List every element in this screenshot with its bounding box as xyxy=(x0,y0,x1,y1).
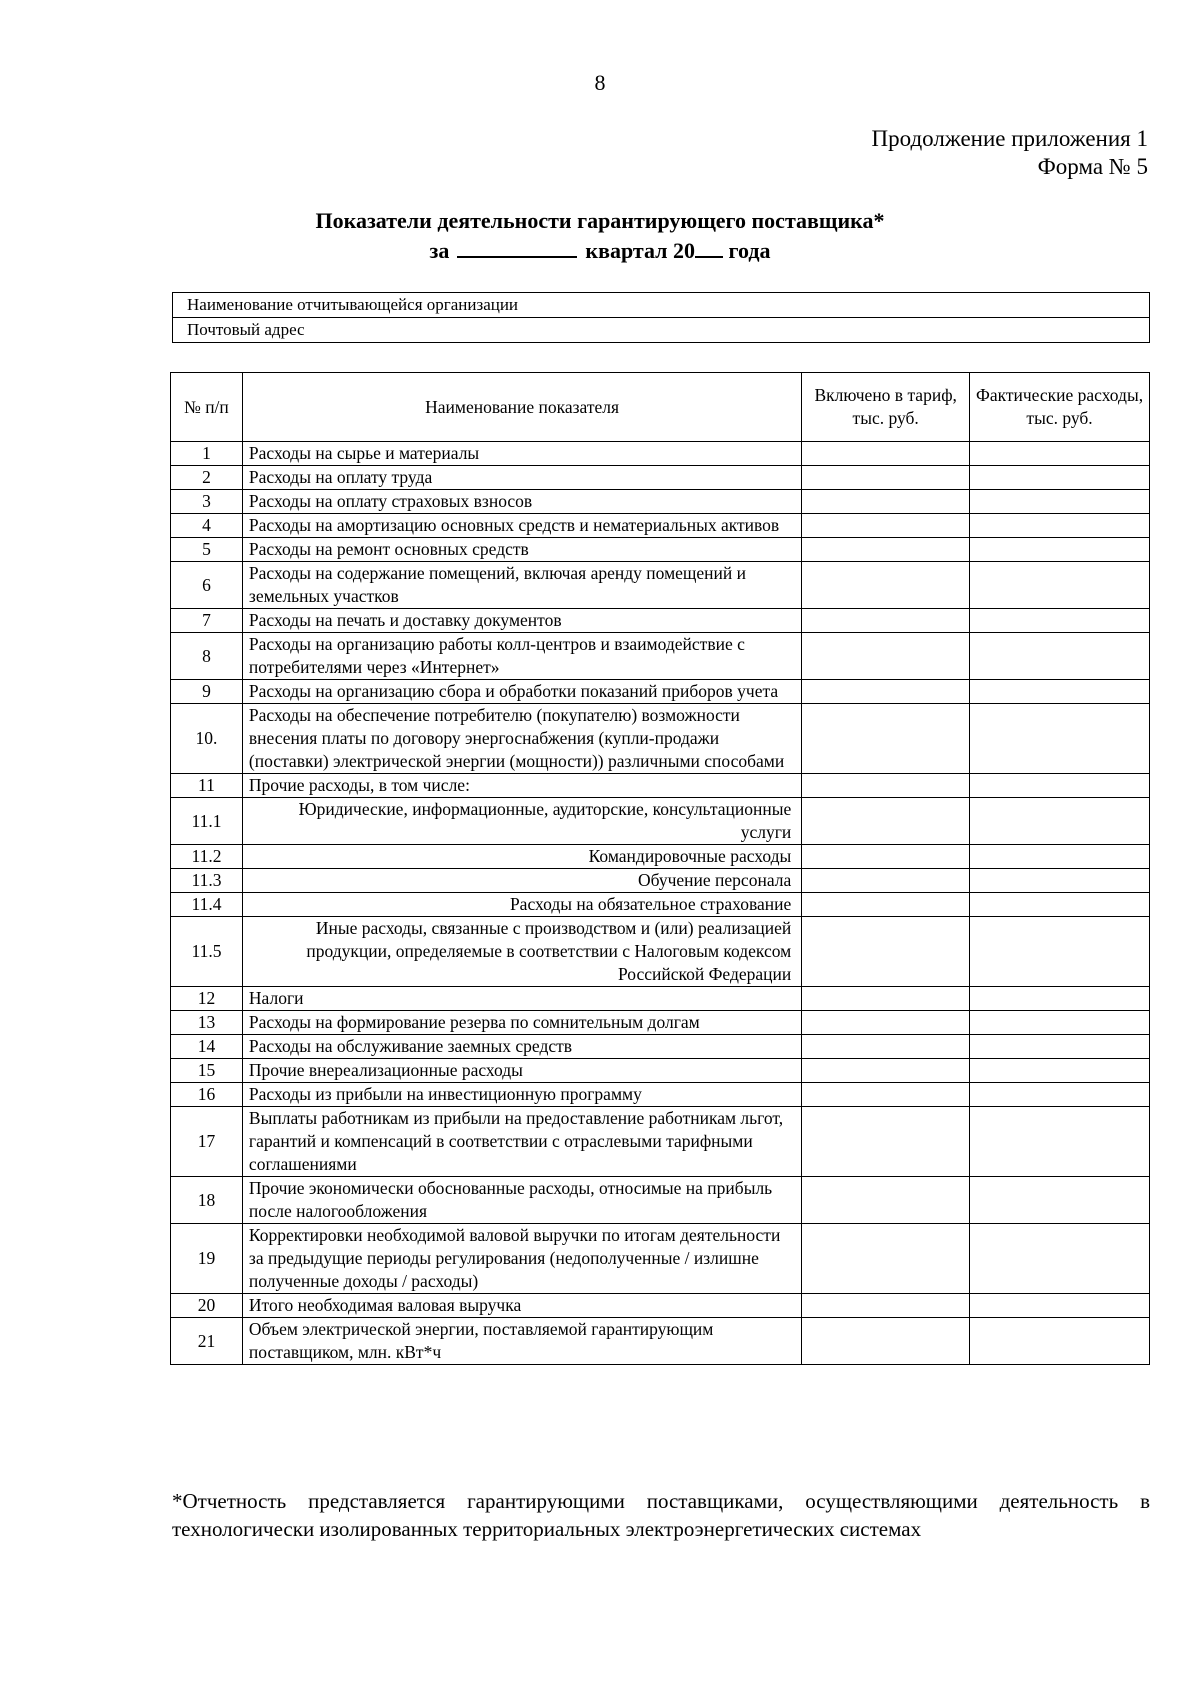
table-row xyxy=(171,514,1150,538)
actual-value-cell[interactable] xyxy=(970,917,1150,987)
row-number: 18 xyxy=(171,1177,243,1224)
attachment-reference xyxy=(872,125,1148,181)
title-middle: квартал 20 xyxy=(585,238,696,263)
actual-value-cell[interactable] xyxy=(970,1318,1150,1365)
table-header-row xyxy=(171,373,1150,442)
title-suffix: года xyxy=(728,238,771,263)
indicator-name: Прочие внереализационные расходы xyxy=(242,1059,801,1083)
actual-value-cell[interactable] xyxy=(970,704,1150,774)
header-included: Включено в тариф, тыс. руб. xyxy=(802,373,970,442)
row-number: 1 xyxy=(171,442,243,466)
included-value-cell[interactable] xyxy=(802,1224,970,1294)
indicator-name: Прочие расходы, в том числе: xyxy=(242,774,801,798)
indicator-name: Расходы на формирование резерва по сомнительным долгам xyxy=(242,1011,801,1035)
table-row xyxy=(171,633,1150,680)
included-value-cell[interactable] xyxy=(802,514,970,538)
indicator-name: Командировочные расходы xyxy=(242,845,801,869)
included-value-cell[interactable] xyxy=(802,1294,970,1318)
table-row xyxy=(171,490,1150,514)
org-name-label: Наименование отчитывающейся организации xyxy=(173,293,1150,318)
table-row xyxy=(171,893,1150,917)
actual-value-cell[interactable] xyxy=(970,1011,1150,1035)
indicator-name: Объем электрической энергии, поставляемой гарантирующим поставщиком, млн. кВт*ч xyxy=(242,1318,801,1365)
actual-value-cell[interactable] xyxy=(970,538,1150,562)
actual-value-cell[interactable] xyxy=(970,798,1150,845)
row-number: 13 xyxy=(171,1011,243,1035)
table-row xyxy=(171,680,1150,704)
table-row xyxy=(171,442,1150,466)
included-value-cell[interactable] xyxy=(802,1059,970,1083)
document-title xyxy=(0,206,1200,266)
indicator-name: Расходы на обеспечение потребителю (покупателю) возможности внесения платы по договору энергоснабжения (купли-продажи (поставки) электрической энергии (мощности)) различными способами xyxy=(242,704,801,774)
actual-value-cell[interactable] xyxy=(970,987,1150,1011)
row-number: 11.4 xyxy=(171,893,243,917)
table-row xyxy=(171,774,1150,798)
actual-value-cell[interactable] xyxy=(970,1083,1150,1107)
included-value-cell[interactable] xyxy=(802,466,970,490)
indicator-name: Итого необходимая валовая выручка xyxy=(242,1294,801,1318)
actual-value-cell[interactable] xyxy=(970,893,1150,917)
row-number: 3 xyxy=(171,490,243,514)
included-value-cell[interactable] xyxy=(802,917,970,987)
year-blank xyxy=(695,238,723,258)
indicator-name: Расходы на обязательное страхование xyxy=(242,893,801,917)
included-value-cell[interactable] xyxy=(802,704,970,774)
included-value-cell[interactable] xyxy=(802,442,970,466)
indicator-name: Расходы на обслуживание заемных средств xyxy=(242,1035,801,1059)
indicator-name: Иные расходы, связанные с производством и (или) реализацией продукции, определяемые в соответствии с Налоговым кодексом Российской Федерации xyxy=(242,917,801,987)
table-row xyxy=(171,1318,1150,1365)
included-value-cell[interactable] xyxy=(802,562,970,609)
row-number: 15 xyxy=(171,1059,243,1083)
actual-value-cell[interactable] xyxy=(970,466,1150,490)
table-row xyxy=(171,845,1150,869)
row-number: 9 xyxy=(171,680,243,704)
table-row xyxy=(171,1059,1150,1083)
included-value-cell[interactable] xyxy=(802,680,970,704)
indicator-name: Расходы на оплату труда xyxy=(242,466,801,490)
actual-value-cell[interactable] xyxy=(970,442,1150,466)
actual-value-cell[interactable] xyxy=(970,1177,1150,1224)
title-line-2 xyxy=(0,236,1200,266)
actual-value-cell[interactable] xyxy=(970,633,1150,680)
indicator-name: Расходы на организацию работы колл-центров и взаимодействие с потребителями через «Интернет» xyxy=(242,633,801,680)
org-row xyxy=(173,318,1150,343)
row-number: 4 xyxy=(171,514,243,538)
row-number: 20 xyxy=(171,1294,243,1318)
actual-value-cell[interactable] xyxy=(970,1107,1150,1177)
header-name: Наименование показателя xyxy=(242,373,801,442)
org-row xyxy=(173,293,1150,318)
indicator-name: Налоги xyxy=(242,987,801,1011)
indicator-name: Расходы на амортизацию основных средств и нематериальных активов xyxy=(242,514,801,538)
footnote: *Отчетность представляется гарантирующими поставщиками, осуществляющими деятельность в технологически изолированных территориальных электроэнергетических системах xyxy=(172,1489,1150,1541)
actual-value-cell[interactable] xyxy=(970,1035,1150,1059)
indicator-name: Расходы на печать и доставку документов xyxy=(242,609,801,633)
included-value-cell[interactable] xyxy=(802,490,970,514)
row-number: 12 xyxy=(171,987,243,1011)
title-line-1: Показатели деятельности гарантирующего поставщика* xyxy=(315,208,885,233)
indicator-name: Прочие экономически обоснованные расходы, относимые на прибыль после налогообложения xyxy=(242,1177,801,1224)
table-row xyxy=(171,704,1150,774)
row-number: 5 xyxy=(171,538,243,562)
indicator-name: Расходы на организацию сбора и обработки показаний приборов учета xyxy=(242,680,801,704)
actual-value-cell[interactable] xyxy=(970,680,1150,704)
indicator-name: Расходы на ремонт основных средств xyxy=(242,538,801,562)
indicator-name: Корректировки необходимой валовой выручки по итогам деятельности за предыдущие периоды регулирования (недополученные / излишне полученные доходы / расходы) xyxy=(242,1224,801,1294)
row-number: 10. xyxy=(171,704,243,774)
included-value-cell[interactable] xyxy=(802,538,970,562)
indicator-name: Обучение персонала xyxy=(242,869,801,893)
row-number: 6 xyxy=(171,562,243,609)
row-number: 8 xyxy=(171,633,243,680)
actual-value-cell[interactable] xyxy=(970,1224,1150,1294)
actual-value-cell[interactable] xyxy=(970,1059,1150,1083)
actual-value-cell[interactable] xyxy=(970,869,1150,893)
row-number: 2 xyxy=(171,466,243,490)
row-number: 11.2 xyxy=(171,845,243,869)
indicator-name: Юридические, информационные, аудиторские, консультационные услуги xyxy=(242,798,801,845)
table-row xyxy=(171,538,1150,562)
included-value-cell[interactable] xyxy=(802,609,970,633)
title-prefix: за xyxy=(429,238,450,263)
included-value-cell[interactable] xyxy=(802,1318,970,1365)
attachment-line: Продолжение приложения 1 xyxy=(871,126,1148,151)
row-number: 7 xyxy=(171,609,243,633)
actual-value-cell[interactable] xyxy=(970,490,1150,514)
row-number: 16 xyxy=(171,1083,243,1107)
row-number: 11.1 xyxy=(171,798,243,845)
actual-value-cell[interactable] xyxy=(970,609,1150,633)
table-row xyxy=(171,1035,1150,1059)
table-row xyxy=(171,1107,1150,1177)
included-value-cell[interactable] xyxy=(802,1107,970,1177)
indicator-name: Расходы на оплату страховых взносов xyxy=(242,490,801,514)
table-row xyxy=(171,1011,1150,1035)
included-value-cell[interactable] xyxy=(802,845,970,869)
actual-value-cell[interactable] xyxy=(970,774,1150,798)
header-num: № п/п xyxy=(171,373,243,442)
included-value-cell[interactable] xyxy=(802,798,970,845)
row-number: 14 xyxy=(171,1035,243,1059)
included-value-cell[interactable] xyxy=(802,869,970,893)
table-row xyxy=(171,466,1150,490)
table-row xyxy=(171,869,1150,893)
included-value-cell[interactable] xyxy=(802,774,970,798)
row-number: 17 xyxy=(171,1107,243,1177)
indicator-name: Выплаты работникам из прибыли на предоставление работникам льгот, гарантий и компенсаций в соответствии с отраслевыми тарифными соглашениями xyxy=(242,1107,801,1177)
row-number: 11.3 xyxy=(171,869,243,893)
row-number: 11.5 xyxy=(171,917,243,987)
actual-value-cell[interactable] xyxy=(970,845,1150,869)
table-row xyxy=(171,987,1150,1011)
table-row xyxy=(171,609,1150,633)
table-row xyxy=(171,1224,1150,1294)
included-value-cell[interactable] xyxy=(802,633,970,680)
table-row xyxy=(171,562,1150,609)
indicator-name: Расходы на содержание помещений, включая аренду помещений и земельных участков xyxy=(242,562,801,609)
row-number: 11 xyxy=(171,774,243,798)
table-row xyxy=(171,1294,1150,1318)
included-value-cell[interactable] xyxy=(802,987,970,1011)
table-row xyxy=(171,798,1150,845)
indicator-name: Расходы на сырье и материалы xyxy=(242,442,801,466)
actual-value-cell[interactable] xyxy=(970,514,1150,538)
table-row xyxy=(171,917,1150,987)
header-actual: Фактические расходы, тыс. руб. xyxy=(970,373,1150,442)
included-value-cell[interactable] xyxy=(802,1035,970,1059)
page-number: 8 xyxy=(594,70,606,95)
included-value-cell[interactable] xyxy=(802,1011,970,1035)
actual-value-cell[interactable] xyxy=(970,1294,1150,1318)
included-value-cell[interactable] xyxy=(802,893,970,917)
table-row xyxy=(171,1083,1150,1107)
indicators-table xyxy=(170,372,1150,1365)
included-value-cell[interactable] xyxy=(802,1177,970,1224)
postal-address-label: Почтовый адрес xyxy=(173,318,1150,343)
quarter-blank xyxy=(457,238,577,258)
included-value-cell[interactable] xyxy=(802,1083,970,1107)
actual-value-cell[interactable] xyxy=(970,562,1150,609)
form-number: Форма № 5 xyxy=(1037,154,1148,179)
row-number: 19 xyxy=(171,1224,243,1294)
table-row xyxy=(171,1177,1150,1224)
organization-info-table xyxy=(172,292,1150,343)
row-number: 21 xyxy=(171,1318,243,1365)
indicator-name: Расходы из прибыли на инвестиционную программу xyxy=(242,1083,801,1107)
